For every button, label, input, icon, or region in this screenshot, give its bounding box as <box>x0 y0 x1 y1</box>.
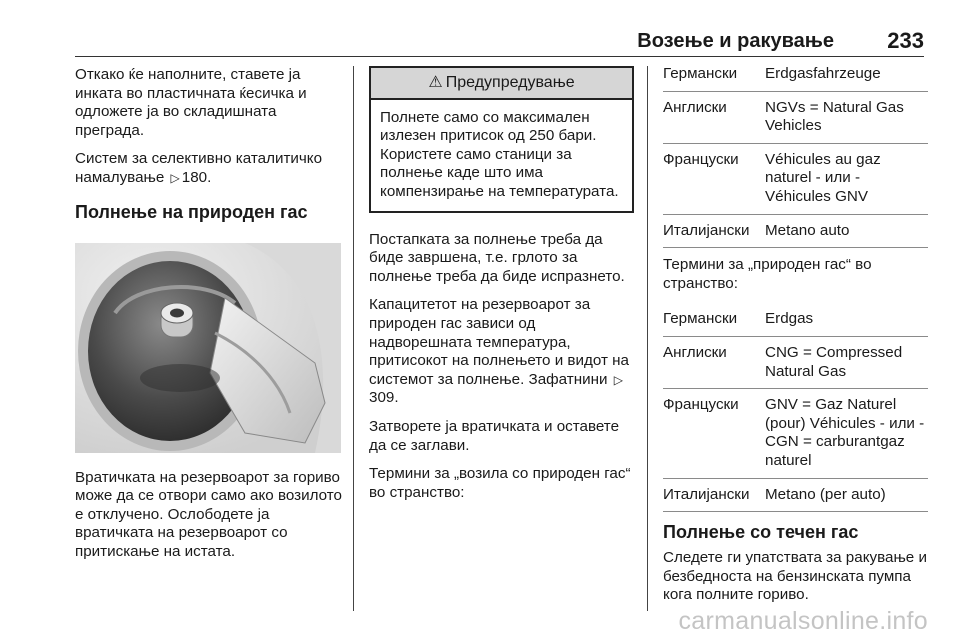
language-cell: Германски <box>663 58 765 91</box>
paragraph: Вратичката на резервоарот за гориво може да се отвори само ако возилото е отклучено. Ослободете ја вратичката на резервоарот со притискање на истата. <box>75 468 342 560</box>
section-title: Возење и ракување <box>637 30 834 52</box>
term-cell: NGVs = Natural Gas Vehicles <box>765 91 928 143</box>
language-cell: Англиски <box>663 336 765 388</box>
column-divider <box>353 66 354 611</box>
page-header <box>75 26 924 57</box>
warning-title: Предупредување <box>445 74 575 91</box>
warning-box <box>369 66 634 213</box>
section-heading: Полнење со течен гас <box>663 522 859 543</box>
table-row <box>663 58 928 91</box>
reference-arrow-icon: ▷ <box>613 372 623 387</box>
language-cell: Француски <box>663 143 765 214</box>
paragraph: Термини за „природен гас“ во странство: <box>663 256 872 292</box>
column-1 <box>75 66 343 572</box>
page-reference[interactable]: 309. <box>369 389 399 407</box>
gas-terms-table <box>663 303 928 512</box>
term-cell: Erdgasfahrzeuge <box>765 58 928 91</box>
language-cell: Германски <box>663 303 765 336</box>
language-cell: Италијански <box>663 214 765 248</box>
section-heading: Полнење на природен гас <box>75 201 308 222</box>
paragraph: Следете ги упатствата за ракување и безбедноста на бензинската пумпа кога полните гориво. <box>663 549 927 604</box>
cng-filler-neck-illustration <box>75 243 341 453</box>
language-cell: Француски <box>663 389 765 478</box>
page-reference[interactable]: 180. <box>181 168 212 186</box>
watermark: carmanualsonline.info <box>678 607 928 635</box>
language-cell: Англиски <box>663 91 765 143</box>
paragraph: Термини за „возила со природен гас“ во странство: <box>369 465 631 501</box>
paragraph: Постапката за полнење треба да биде завршена, т.е. грлото за полнење треба да биде испразнето. <box>369 230 625 285</box>
table-row <box>663 91 928 143</box>
term-cell: Metano (per auto) <box>765 478 928 512</box>
column-divider <box>647 66 648 611</box>
term-cell: CNG = Compressed Natural Gas <box>765 336 928 388</box>
warning-header <box>371 68 632 100</box>
page-number: 233 <box>887 28 924 53</box>
fuel-filler-photo <box>75 243 341 453</box>
paragraph: Капацитетот на резервоарот за природен гас зависи од надворешната температура, притисокот на полнењето и видот на системот за полнење. Зафатнини ▷309. <box>369 296 629 407</box>
table-row <box>663 143 928 214</box>
table-row <box>663 478 928 512</box>
column-2 <box>369 66 634 512</box>
term-cell: Metano auto <box>765 214 928 248</box>
language-cell: Италијански <box>663 478 765 512</box>
term-cell: GNV = Gaz Naturel (pour) Véhicules - или - CGN = carburantgaz naturel <box>765 389 928 478</box>
warning-triangle-icon: ⚠ <box>428 74 443 91</box>
column-3 <box>663 66 928 615</box>
term-cell: Véhicules au gaz naturel - или - Véhicules GNV <box>765 143 928 214</box>
vehicle-terms-table <box>663 58 928 248</box>
table-row <box>663 214 928 248</box>
table-row <box>663 336 928 388</box>
table-row <box>663 389 928 478</box>
paragraph: Откако ќе наполните, ставете ја инката во пластичната ќесичка и одложете ја во складишната преграда. <box>75 66 307 139</box>
table-row <box>663 303 928 336</box>
term-cell: Erdgas <box>765 303 928 336</box>
warning-text: Полнете само со максимален излезен притисок од 250 бари. Користете само станици за полнење каде што има компензирање на температурата. <box>380 108 619 200</box>
paragraph: Затворете ја вратичката и оставете да се заглави. <box>369 417 620 454</box>
reference-arrow-icon: ▷ <box>170 170 180 185</box>
paragraph: Систем за селективно каталитичко намалување ▷ 180. <box>75 150 323 186</box>
